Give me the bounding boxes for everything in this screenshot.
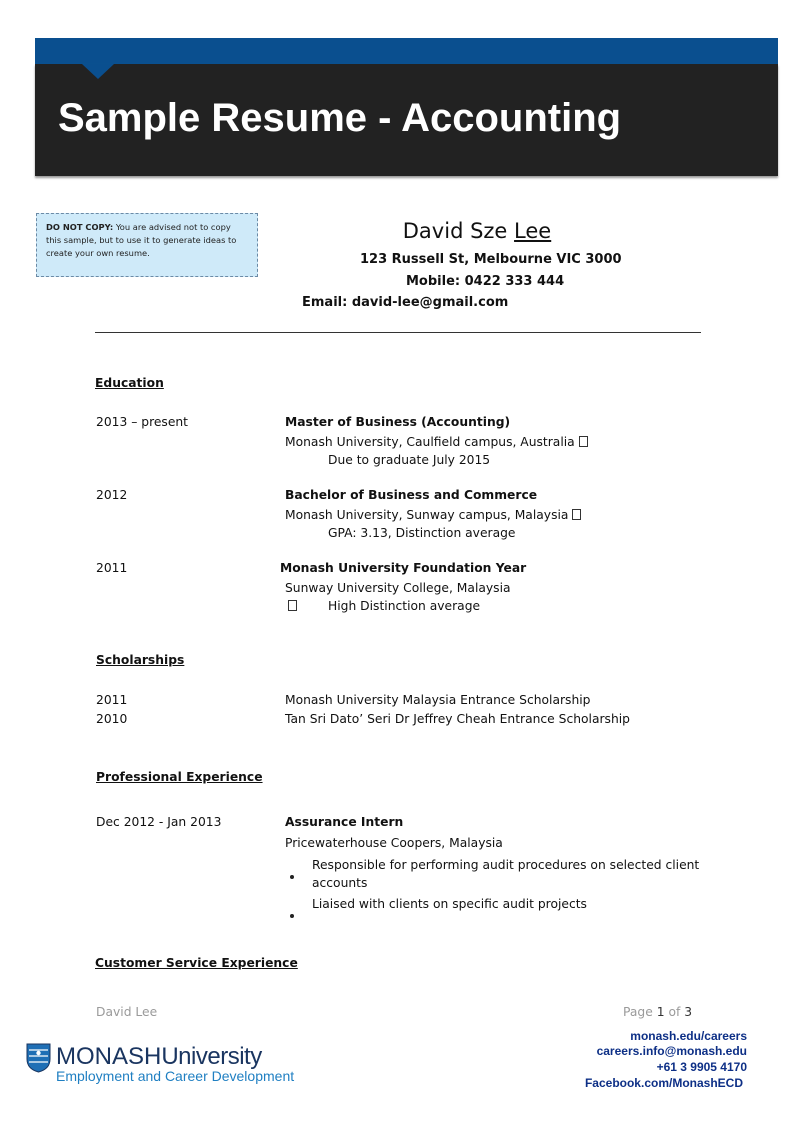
logo-wordmark bbox=[56, 1043, 262, 1071]
education-note: High Distinction average bbox=[328, 599, 481, 613]
experience-bullet: Responsible for performing audit procedures on selected client bbox=[312, 858, 700, 872]
education-school-text: Monash University, Caulfield campus, Australia bbox=[285, 435, 575, 449]
logo-monash: MONASH bbox=[56, 1043, 162, 1070]
person-address: 123 Russell St, Melbourne VIC 3000 bbox=[360, 252, 622, 267]
checkbox-icon bbox=[288, 600, 297, 611]
education-school: Sunway University College, Malaysia bbox=[285, 581, 511, 595]
education-date: 2013 – present bbox=[96, 415, 189, 429]
experience-heading: Professional Experience bbox=[96, 770, 263, 784]
page-label: Page bbox=[623, 1005, 653, 1019]
careers-email-link[interactable]: careers.info@monash.edu bbox=[596, 1044, 747, 1058]
customer-service-heading: Customer Service Experience bbox=[95, 956, 298, 970]
do-not-copy-notice bbox=[36, 213, 258, 277]
facebook-link[interactable]: Facebook.com/MonashECD bbox=[584, 1076, 743, 1090]
logo-subtitle: Employment and Career Development bbox=[56, 1068, 295, 1084]
scholarship-name: Monash University Malaysia Entrance Scholarship bbox=[285, 693, 591, 707]
person-name-first: David Sze bbox=[402, 219, 508, 243]
experience-date: Dec 2012 - Jan 2013 bbox=[96, 815, 222, 829]
careers-phone: +61 3 9905 4170 bbox=[656, 1060, 747, 1074]
notice-label: DO NOT COPY: bbox=[46, 222, 114, 232]
notice-text: You are advised not to copy this sample, but to use it to generate ideas to create your own resume. bbox=[46, 222, 237, 258]
checkbox-icon bbox=[572, 509, 581, 520]
education-degree: Monash University Foundation Year bbox=[280, 561, 527, 575]
footer-author: David Lee bbox=[96, 1005, 158, 1019]
scholarships-heading: Scholarships bbox=[96, 653, 185, 667]
experience-bullet-cont: accounts bbox=[312, 876, 368, 890]
education-date: 2011 bbox=[96, 561, 128, 575]
education-school bbox=[285, 508, 581, 522]
education-heading: Education bbox=[95, 376, 164, 390]
divider-line bbox=[95, 332, 701, 333]
person-name bbox=[300, 219, 654, 243]
bullet-icon bbox=[290, 864, 294, 883]
careers-link[interactable]: monash.edu/careers bbox=[630, 1029, 747, 1043]
page-current: 1 bbox=[656, 1005, 665, 1019]
education-degree: Bachelor of Business and Commerce bbox=[285, 488, 538, 502]
logo-university: University bbox=[161, 1043, 262, 1070]
scholarship-date: 2010 bbox=[96, 712, 128, 726]
page-number bbox=[623, 1005, 692, 1019]
page-total: 3 bbox=[684, 1005, 693, 1019]
education-school bbox=[285, 435, 588, 449]
education-note-row bbox=[288, 599, 297, 613]
page-of-label: of bbox=[668, 1005, 681, 1019]
checkbox-icon bbox=[579, 436, 588, 447]
education-date: 2012 bbox=[96, 488, 128, 502]
scholarship-date: 2011 bbox=[96, 693, 128, 707]
monash-crest-icon bbox=[26, 1043, 51, 1073]
education-note: GPA: 3.13, Distinction average bbox=[328, 526, 516, 540]
person-email: Email: david-lee@gmail.com bbox=[302, 295, 509, 310]
header-accent-strip bbox=[35, 38, 778, 64]
header-notch bbox=[82, 64, 114, 79]
education-note: Due to graduate July 2015 bbox=[328, 453, 491, 467]
page-title: Sample Resume - Accounting bbox=[58, 96, 622, 140]
experience-company: Pricewaterhouse Coopers, Malaysia bbox=[285, 836, 503, 850]
education-degree: Master of Business (Accounting) bbox=[285, 415, 511, 429]
person-mobile: Mobile: 0422 333 444 bbox=[406, 274, 565, 289]
bullet-icon bbox=[290, 903, 294, 922]
scholarship-name: Tan Sri Dato’ Seri Dr Jeffrey Cheah Entrance Scholarship bbox=[285, 712, 630, 726]
education-school-text: Monash University, Sunway campus, Malaysia bbox=[285, 508, 569, 522]
experience-role: Assurance Intern bbox=[285, 815, 404, 829]
experience-bullet: Liaised with clients on specific audit projects bbox=[312, 897, 587, 911]
person-name-last: Lee bbox=[514, 219, 552, 243]
